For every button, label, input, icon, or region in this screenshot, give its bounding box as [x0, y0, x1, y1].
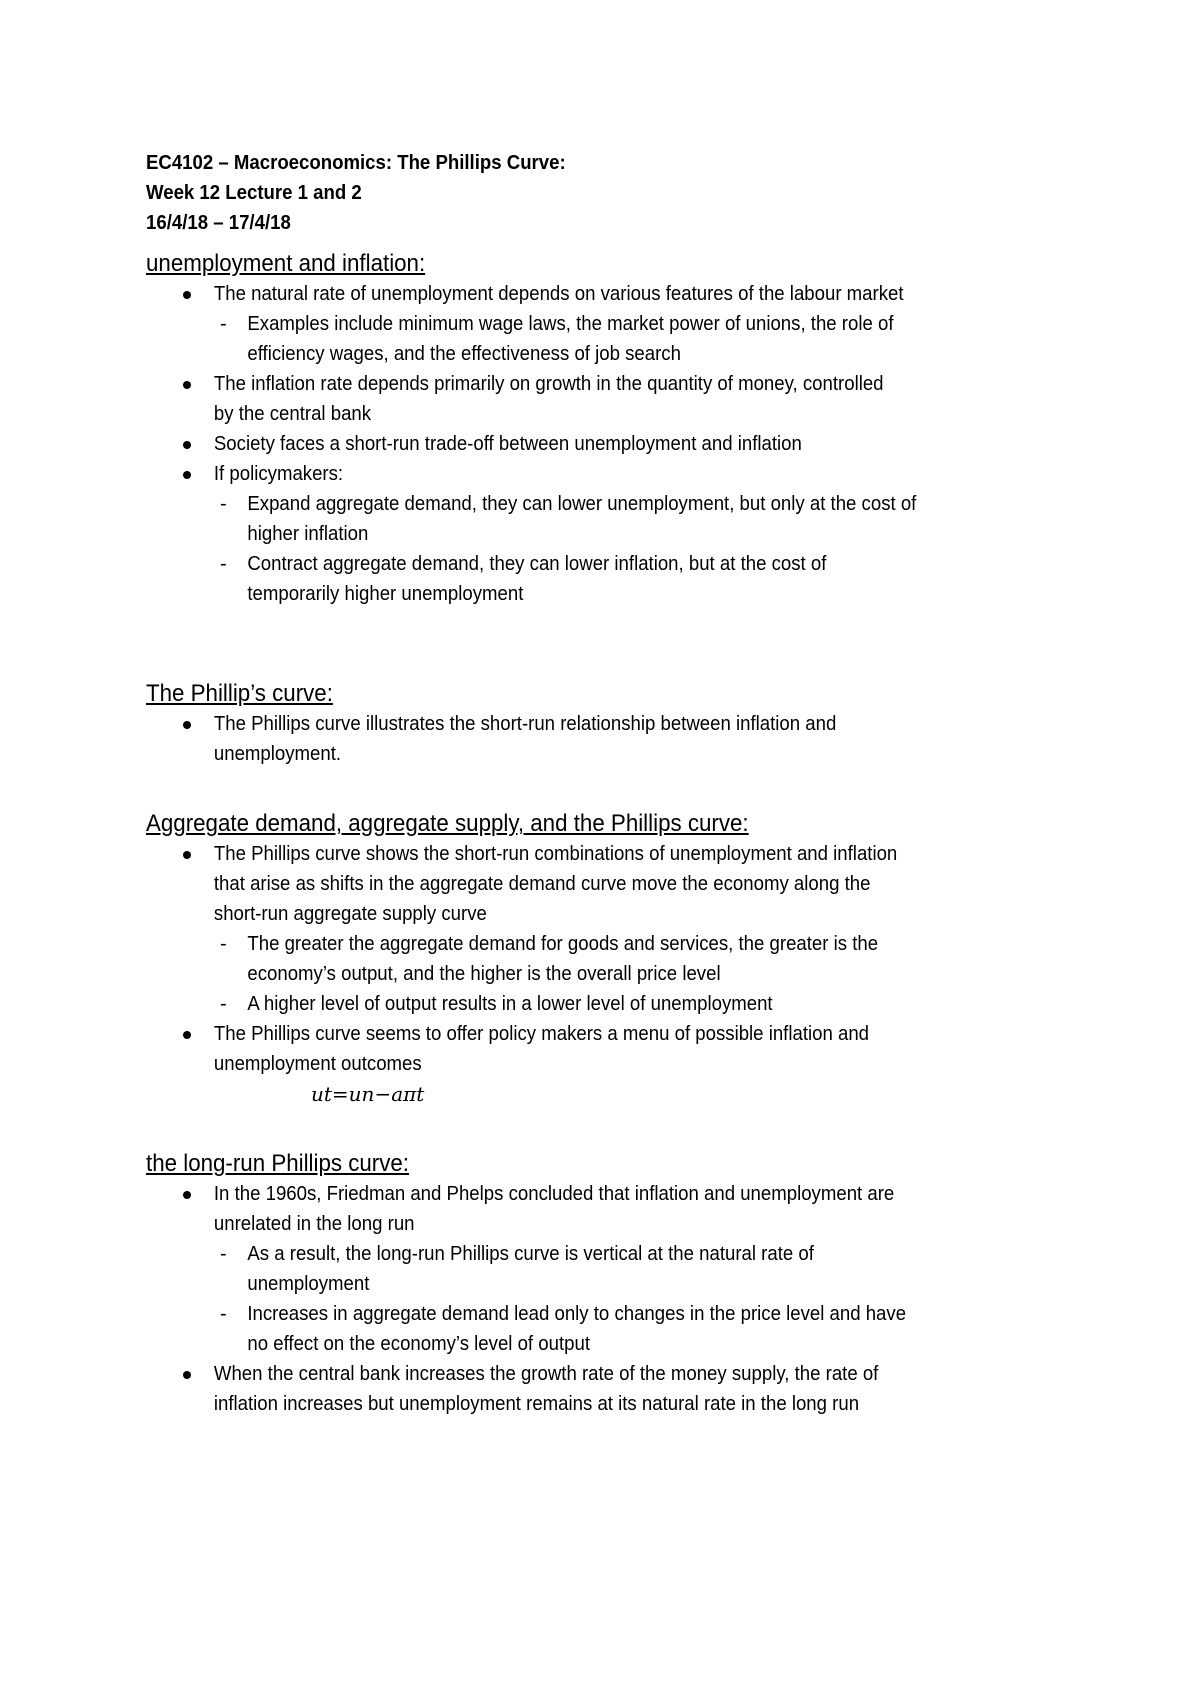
dash-icon: -	[220, 313, 227, 335]
list-item-text: temporarily higher unemployment	[247, 583, 524, 605]
list-item-text: Examples include minimum wage laws, the market power of unions, the role of	[247, 313, 894, 335]
list-item-text: In the 1960s, Friedman and Phelps concluded that inflation and unemployment are	[213, 1183, 895, 1205]
section-heading: the long-run Phillips curve:	[146, 1150, 410, 1177]
dash-icon: -	[220, 1243, 227, 1265]
list-item-text: When the central bank increases the growth rate of the money supply, the rate of	[213, 1363, 879, 1385]
list-item-text: The natural rate of unemployment depends on various features of the labour market	[213, 283, 904, 305]
list-item	[146, 709, 1106, 769]
list-item	[146, 1299, 1106, 1359]
list-item	[146, 1359, 1106, 1419]
bullet-list	[146, 709, 1106, 769]
bullet-list	[146, 279, 1106, 609]
list-item-text: The Phillips curve illustrates the short-run relationship between inflation and	[213, 713, 837, 735]
bullet-list	[146, 1179, 1106, 1419]
section-heading: unemployment and inflation:	[146, 250, 426, 277]
list-item-text: The greater the aggregate demand for goods and services, the greater is the	[247, 933, 879, 955]
list-item-text: If policymakers:	[213, 463, 344, 485]
list-item	[146, 1019, 1106, 1079]
list-item-text: unrelated in the long run	[213, 1213, 415, 1235]
section-long-run-phillips	[146, 1149, 1106, 1419]
document-title: EC4102 – Macroeconomics: The Phillips Curve:	[146, 152, 566, 174]
list-item	[146, 459, 1106, 489]
list-item-text: unemployment outcomes	[213, 1053, 422, 1075]
dash-icon: -	[220, 1303, 227, 1325]
section-ad-as-phillips	[146, 809, 1106, 1109]
list-item	[146, 489, 1106, 549]
dash-icon: -	[220, 993, 227, 1015]
list-item-text: The inflation rate depends primarily on growth in the quantity of money, controlled	[213, 373, 884, 395]
list-item-text: inflation increases but unemployment remains at its natural rate in the long run	[213, 1393, 860, 1415]
list-item-text: Increases in aggregate demand lead only to changes in the price level and have	[247, 1303, 907, 1325]
section-heading: The Phillip’s curve:	[146, 680, 333, 707]
list-item-text: higher inflation	[247, 523, 369, 545]
list-item	[146, 549, 1106, 609]
list-item	[146, 839, 1106, 929]
list-item-text: short-run aggregate supply curve	[213, 903, 487, 925]
list-item-text: The Phillips curve seems to offer policy makers a menu of possible inflation and	[213, 1023, 870, 1045]
section-unemployment-inflation	[146, 249, 1106, 609]
list-item	[146, 989, 1106, 1019]
dash-icon: -	[220, 933, 227, 955]
list-item-text: Expand aggregate demand, they can lower unemployment, but only at the cost of	[247, 493, 917, 515]
section-phillips-curve	[146, 679, 1106, 769]
list-item	[146, 309, 1106, 369]
list-item	[146, 1179, 1106, 1239]
list-item	[146, 279, 1106, 309]
list-item-text: As a result, the long-run Phillips curve is vertical at the natural rate of	[247, 1243, 814, 1265]
bullet-list	[146, 839, 1106, 1079]
list-item-text: unemployment	[247, 1273, 370, 1295]
document-header	[146, 148, 597, 238]
section-heading: Aggregate demand, aggregate supply, and the Phillips curve:	[146, 810, 749, 837]
list-item-text: Society faces a short-run trade-off between unemployment and inflation	[213, 433, 802, 455]
list-item	[146, 369, 1106, 429]
list-item	[146, 429, 1106, 459]
list-item-text: no effect on the economy’s level of output	[247, 1333, 590, 1355]
list-item-text: unemployment.	[213, 743, 342, 765]
list-item-text: The Phillips curve shows the short-run combinations of unemployment and inflation	[213, 843, 898, 865]
formula: ut=un−aπt	[311, 1082, 425, 1106]
document-dates: 16/4/18 – 17/4/18	[146, 212, 291, 234]
dash-icon: -	[220, 553, 227, 575]
list-item-text: A higher level of output results in a lower level of unemployment	[247, 993, 773, 1015]
list-item	[146, 1239, 1106, 1299]
list-item-text: economy’s output, and the higher is the overall price level	[247, 963, 721, 985]
document-subtitle: Week 12 Lecture 1 and 2	[146, 182, 362, 204]
list-item-text: efficiency wages, and the effectiveness of job search	[247, 343, 681, 365]
list-item-text: Contract aggregate demand, they can lower inflation, but at the cost of	[247, 553, 827, 575]
dash-icon: -	[220, 493, 227, 515]
list-item-text: that arise as shifts in the aggregate demand curve move the economy along the	[213, 873, 871, 895]
list-item-text: by the central bank	[213, 403, 372, 425]
list-item	[146, 929, 1106, 989]
